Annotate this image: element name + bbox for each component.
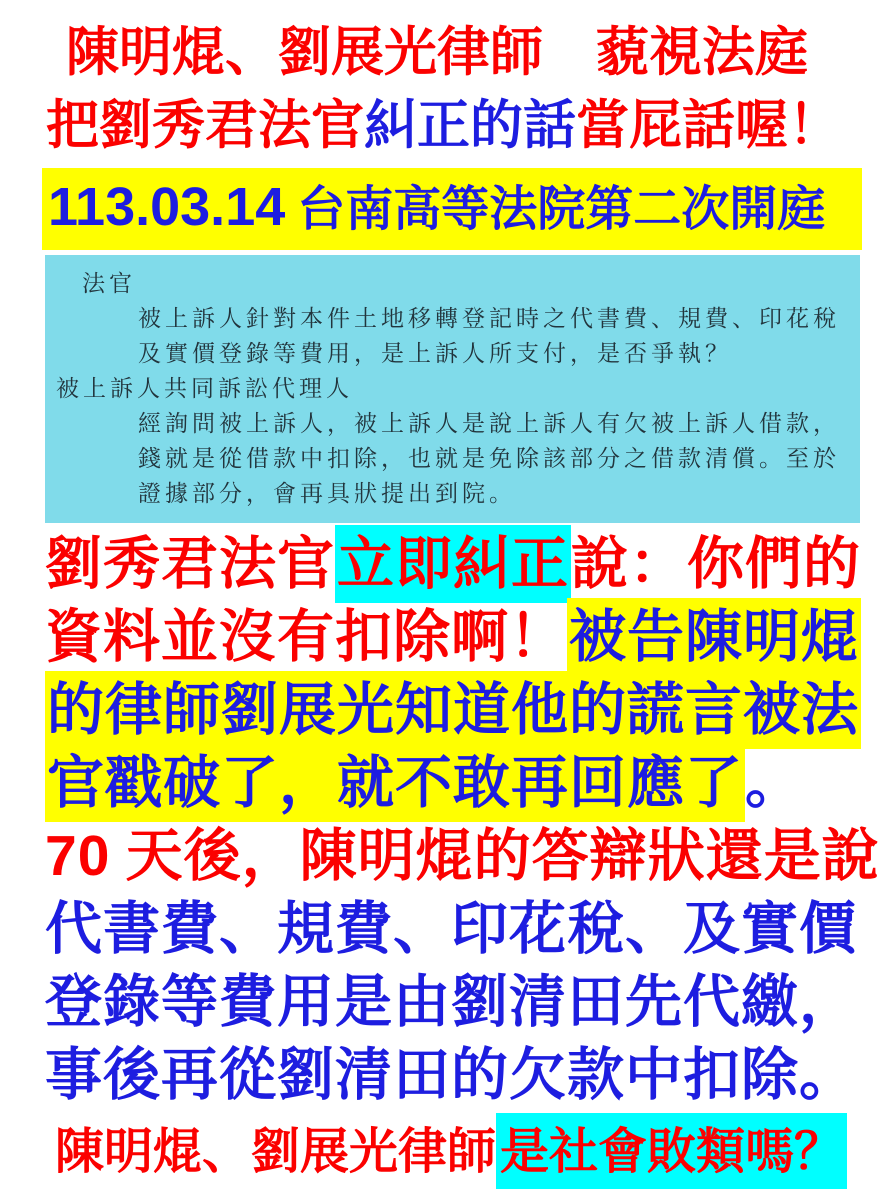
commentary-l4-tail: 。: [745, 752, 803, 815]
commentary-paragraph: [0, 523, 883, 1112]
commentary-l1-cyan-highlight: 立即糾正: [335, 525, 571, 603]
transcript-appellee-line1: 經詢問被上訴人，被上訴人是說上訴人有欠被上訴人借款，: [138, 411, 840, 436]
commentary-l5-number: 70: [45, 824, 111, 888]
transcript-appellee-line2: 錢就是從借款中扣除，也就是免除該部分之借款清償。至於: [138, 446, 840, 471]
commentary-l1-post: 說：你們的: [571, 533, 861, 596]
commentary-l4-yellow-highlight: 官戳破了，就不敢再回應了: [45, 744, 745, 822]
hearing-date: 113.03.14: [48, 177, 286, 237]
commentary-l3-yellow-highlight: 的律師劉展光知道他的謊言被法: [45, 671, 861, 749]
headline-line1: 陳明焜、劉展光律師 藐視法庭: [66, 24, 808, 82]
commentary-line-2: [45, 601, 875, 674]
court-transcript-scan: [45, 255, 860, 523]
footer-question-line: [0, 1112, 883, 1184]
commentary-line-5: [45, 820, 880, 893]
commentary-l1-pre: 劉秀君法官: [45, 533, 335, 596]
commentary-line-7: 登錄等費用是由劉清田先代繳，: [45, 971, 857, 1034]
footer-red-lead: 陳明焜、劉展光律師: [55, 1124, 497, 1179]
transcript-speaker-appellee: 被上訴人共同訴訟代理人: [56, 376, 353, 401]
transcript-speaker-judge: 法官: [82, 271, 136, 296]
commentary-line-3: [45, 674, 875, 747]
commentary-l2-red: 資料並沒有扣除啊！: [45, 606, 567, 669]
date-banner: [42, 168, 862, 250]
commentary-l5-text: 天後，陳明焜的答辯狀還是說: [110, 825, 880, 888]
commentary-line-1: [45, 528, 875, 601]
headline-line2-red-lead: 把劉秀君法官: [46, 97, 364, 155]
transcript-appellee-line3: 證據部分，會再具狀提出到院。: [138, 481, 516, 506]
headline-line2-red-tail: 當屁話喔！: [576, 97, 841, 155]
commentary-line-8: 事後再從劉清田的欠款中扣除。: [45, 1044, 857, 1107]
commentary-line-4: [45, 747, 875, 820]
hearing-venue: 台南高等法院第二次開庭: [285, 183, 826, 236]
commentary-line-6: 代書費、規費、印花稅、及實價: [45, 898, 857, 961]
transcript-judge-line2: 及實價登錄等費用，是上訴人所支付，是否爭執？: [138, 341, 732, 366]
commentary-l2-yellow-highlight: 被告陳明焜: [567, 598, 861, 676]
headline-line2-blue-middle: 糾正的話: [364, 97, 576, 155]
transcript-judge-line1: 被上訴人針對本件土地移轉登記時之代書費、規費、印花稅: [138, 306, 840, 331]
headline-line2: [0, 90, 883, 162]
footer-cyan-highlight: 是社會敗類嗎？: [496, 1113, 847, 1189]
